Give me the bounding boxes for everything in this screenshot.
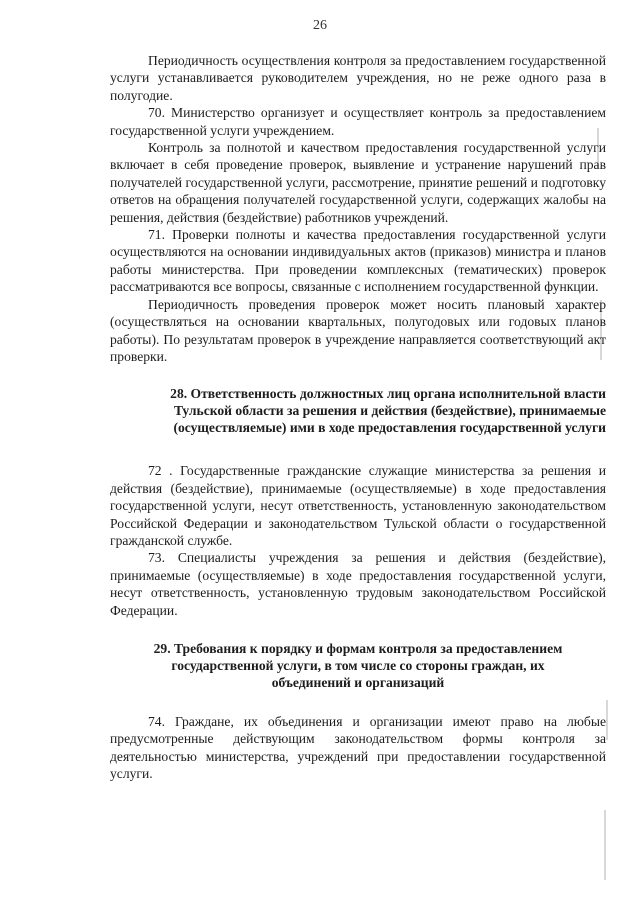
page-number: 26 bbox=[313, 18, 327, 33]
heading-28-line-3: (осуществляемые) ими в ходе предоставления государственной услуги bbox=[173, 420, 606, 436]
paragraph-74: 74. Граждане, их объединения и организации имеют право на любые предусмотренные действующим законодательством формы контроля за деятельностью министерства, учреждений при предоставлении государственной услуги. bbox=[110, 713, 606, 782]
section-heading-29 bbox=[110, 640, 606, 691]
paragraph-71: 71. Проверки полноты и качества предоставления государственной услуги осуществляются на основании индивидуальных актов (приказов) министра и планов работы министерства. При проведении комплексных (тематических) проверок рассматриваются все вопросы, связанные с исполнением государственной функции. bbox=[110, 227, 606, 295]
paragraph-periodicity: Периодичность осуществления контроля за предоставлением государственной услуги устанавливается руководителем учреждения, но не реже одного раза в полугодие. bbox=[110, 53, 606, 103]
paragraph-control-scope: Контроль за полнотой и качеством предоставления государственной услуги включает в себя проведение проверок, выявление и устранение нарушений прав получателей государственной услуги, рассмотрение, принятие решений и подготовку ответов на обращения получателей государственной услуги, содержащих жалобы на решения, действия (бездействие) работников учреждений. bbox=[110, 140, 606, 225]
paragraph-70: 70. Министерство организует и осуществляет контроль за предоставлением государственной услуги учреждением. bbox=[110, 105, 606, 138]
heading-29-line-2: государственной услуги, в том числе со стороны граждан, их bbox=[171, 657, 545, 673]
heading-29-line-3: объединений и организаций bbox=[271, 674, 445, 690]
paragraph-72: 72 . Государственные гражданские служащие министерства за решения и действия (бездействие), принимаемые (осуществляемые) в ходе предоставления государственной услуги, несут ответственность, установленную законодательством Российской Федерации и законодательством Тульской области о государственной гражданской службе. bbox=[110, 463, 606, 548]
section-heading-28 bbox=[110, 385, 606, 436]
paragraph-73: 73. Специалисты учреждения за решения и действия (бездействие), принимаемые (осуществляемые) в ходе предоставления государственной услуги, несут ответственность, установленную трудовым законодательством Российской Федерации. bbox=[110, 550, 606, 618]
heading-28-line-2: Тульской области за решения и действия (бездействие), принимаемые bbox=[174, 403, 606, 419]
heading-28-line-1: 28. Ответственность должностных лиц органа исполнительной власти bbox=[170, 386, 606, 402]
heading-29-line-1: 29. Требования к порядку и формам контроля за предоставлением bbox=[153, 640, 563, 656]
paragraph-check-periodicity: Периодичность проведения проверок может носить плановый характер (осуществляться на основании квартальных, полугодовых или годовых планов работы). По результатам проверок в учреждение направляется соответствующий акт проверки. bbox=[110, 296, 606, 364]
document-body bbox=[110, 52, 606, 783]
